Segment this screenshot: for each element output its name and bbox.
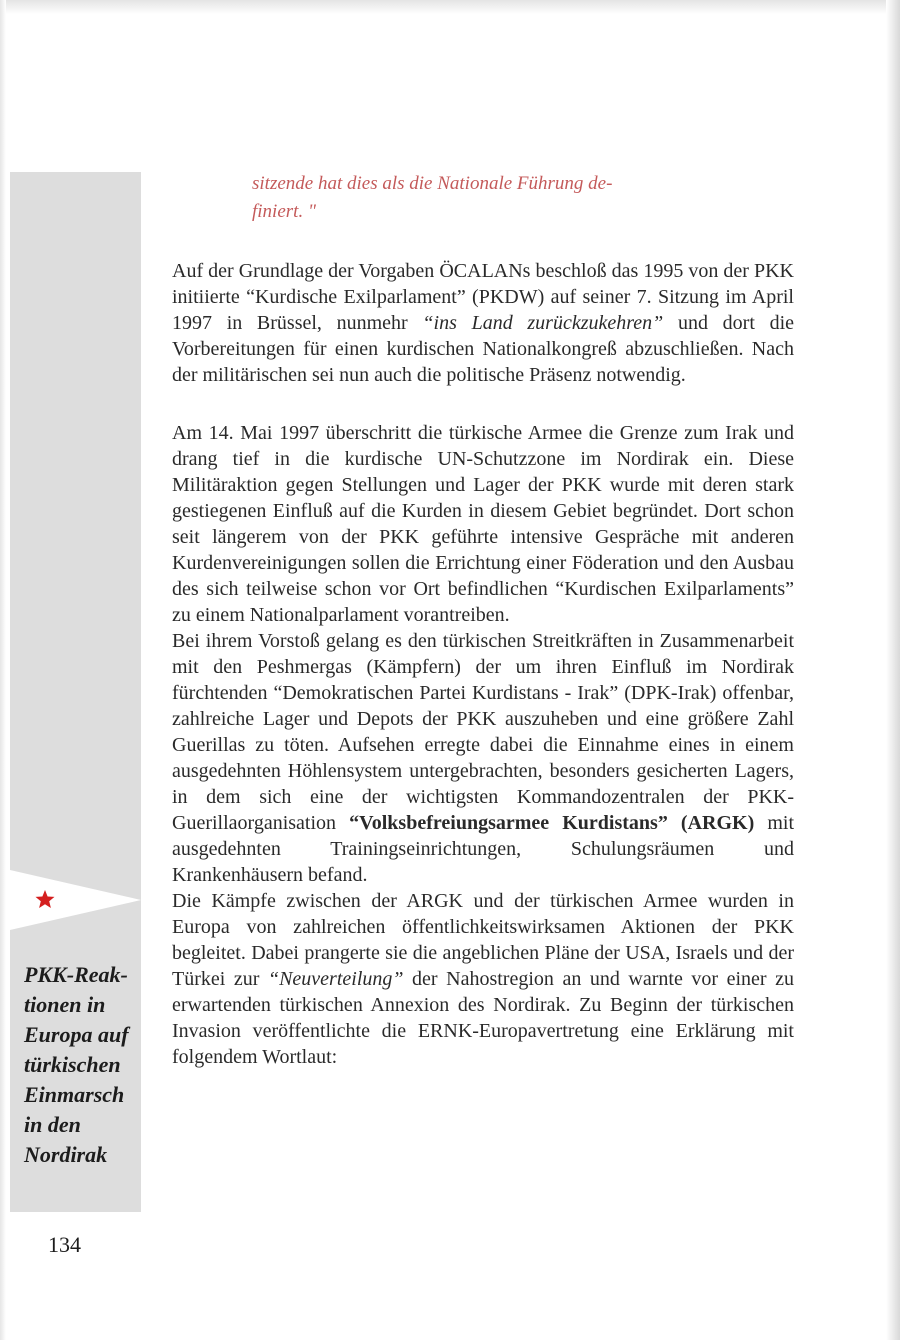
quote-line: finiert. " [252,201,316,222]
paragraph-argk-camp [172,628,794,888]
main-text-column [172,170,794,1070]
paragraph-text: und dort die Vorbereitungen für einen kurdischen Nationalkongreß abzuschließen. Nach der militärischen sei nun auch die politische Präsenz notwendig. [172,312,795,386]
margin-heading-line: Europa auf [24,1022,129,1047]
paragraph-invasion [172,420,794,628]
paragraph-text: Auf der Grundlage der Vorgaben ÖCALANs beschloß das 1995 von der PKK initiierte “Kurdische Exilparlament” (PKDW) auf seiner 7. Sitzung im April 1997 in Brüssel, nunmehr [172,260,794,334]
margin-heading-line: PKK-Reak- [24,962,128,987]
paragraph-europe-actions [172,888,794,1070]
paragraph-pkdw-decision [172,258,794,388]
pennant-flag-shape [10,870,141,930]
quote-continuation [252,170,722,226]
paragraph-text: Die Kämpfe zwischen der ARGK und der türkischen Armee wurden in Europa von zahlreichen öffentlichkeitswirksamen Aktionen der PKK begleitet. Dabei prangerte sie die angeblichen Pläne der USA, Israels und der Türkei zur [172,890,794,990]
quote-line: sitzende hat dies als die Nationale Führung de- [252,173,613,194]
margin-heading-line: türkischen [24,1052,121,1077]
margin-heading-line: Nordirak [24,1142,108,1167]
margin-heading [24,960,136,1170]
margin-heading-line: tionen in [24,992,106,1017]
paragraph-text: der Nahostregion an und warnte vor einer zu erwartenden türkischen Annexion des Nordirak. Zu Beginn der türkischen Invasion veröffentlichte die ERNK-Europavertretung eine Erklärung mit folgendem Wortlaut: [172,968,794,1068]
pennant-star-icon [10,870,141,930]
page-right-edge [886,0,900,1340]
paragraph-text: Bei ihrem Vorstoß gelang es den türkischen Streitkräften in Zusammenarbeit mit den Peshmergas (Kämpfern) der um ihren Einfluß im Nordirak fürchtenden “Demokratischen Partei Kurdistans - Irak” (DPK-Irak) offenbar, zahlreiche Lager und Depots der PKK auszuheben und eine größere Zahl Guerillas zu töten. Aufsehen erregte dabei die Einnahme eines in einem ausgedehnten Höhlensystem untergebrachten, besonders gesicherten Lagers, in dem sich eine der wichtigsten Kommandozentralen der PKK-Guerillaorganisation [172,630,794,834]
margin-heading-line: in den [24,1112,81,1137]
page-left-edge [0,0,6,1340]
paragraph-text: mit ausgedehnten Trainingseinrichtungen, Schulungsräumen und Krankenhäusern befand. [172,812,794,886]
paragraph-emphasis: “ins Land zurückzukehren” [422,312,664,334]
paragraph-emphasis: “Neuverteilung” [267,968,404,990]
paragraph-text: Am 14. Mai 1997 überschritt die türkische Armee die Grenze zum Irak und drang tief in die kurdische UN-Schutzzone im Nordirak ein. Diese Militäraktion gegen Stellungen und Lager der PKK wurde mit deren stark gestiegenen Einfluß auf die Kurden in diesem Gebiet begründet. Dort schon seit längerem von der PKK geführte intensive Gespräche mit anderen Kurdenvereinigungen sollen die Errichtung einer Föderation und den Ausbau des sich teilweise schon vor Ort befindlichen “Kurdischen Exilparlaments” zu einem Nationalparlament vorantreiben. [172,422,794,626]
margin-heading-line: Einmarsch [24,1082,125,1107]
paragraph-bold: “Volksbefreiungsarmee Kurdistans” (ARGK) [349,812,755,834]
page-number: 134 [48,1232,81,1257]
page-top-shadow [0,0,900,14]
